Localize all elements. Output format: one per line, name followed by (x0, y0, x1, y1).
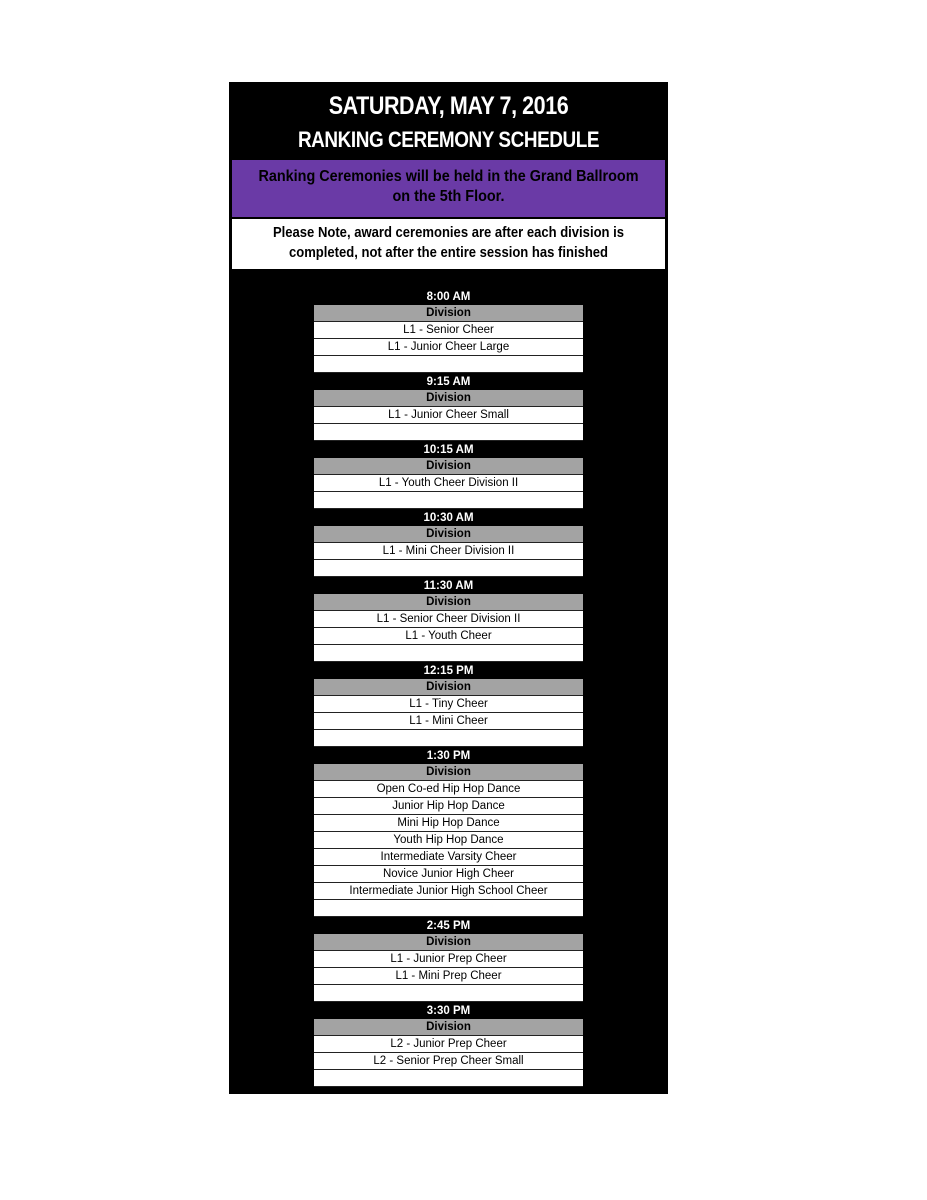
award-note (232, 219, 665, 269)
division-column-header: Division (314, 934, 583, 951)
division-row: L1 - Mini Cheer Division II (314, 543, 583, 560)
session-block (314, 1003, 583, 1087)
division-row: L2 - Senior Prep Cheer Small (314, 1053, 583, 1070)
division-row (314, 560, 583, 577)
division-row (314, 424, 583, 441)
division-row (314, 1070, 583, 1087)
session-block (314, 374, 583, 441)
session-block (314, 578, 583, 662)
division-row: L1 - Junior Prep Cheer (314, 951, 583, 968)
division-row (314, 985, 583, 1002)
page-subtitle: RANKING CEREMONY SCHEDULE (297, 127, 600, 152)
session-time: 2:45 PM (426, 920, 471, 932)
division-column-header: Division (314, 526, 583, 543)
session-block (314, 289, 583, 373)
session-time: 10:15 AM (423, 444, 474, 456)
division-column-header: Division (314, 1019, 583, 1036)
division-column-header: Division (314, 594, 583, 611)
session-time: 9:15 AM (426, 376, 471, 388)
division-row: L1 - Tiny Cheer (314, 696, 583, 713)
division-row (314, 730, 583, 747)
division-column-header: Division (314, 390, 583, 407)
division-row: L1 - Junior Cheer Large (314, 339, 583, 356)
division-row: L1 - Senior Cheer Division II (314, 611, 583, 628)
division-column-header: Division (314, 305, 583, 322)
division-row: Intermediate Junior High School Cheer (314, 883, 583, 900)
division-row: L1 - Senior Cheer (314, 322, 583, 339)
division-row: L1 - Youth Cheer Division II (314, 475, 583, 492)
session-block (314, 442, 583, 509)
session-block (314, 663, 583, 747)
schedule-sheet (229, 82, 668, 1094)
session-time: 1:30 PM (426, 750, 471, 762)
page-title: SATURDAY, MAY 7, 2016 (328, 92, 569, 120)
award-note-line-2: completed, not after the entire session has finished (288, 245, 609, 261)
session-block (314, 748, 583, 917)
division-row: L1 - Mini Prep Cheer (314, 968, 583, 985)
division-row: Youth Hip Hop Dance (314, 832, 583, 849)
division-row: Open Co-ed Hip Hop Dance (314, 781, 583, 798)
division-row: L1 - Junior Cheer Small (314, 407, 583, 424)
division-row (314, 900, 583, 917)
location-line-2: on the 5th Floor. (392, 188, 505, 205)
division-column-header: Division (314, 458, 583, 475)
division-row: Intermediate Varsity Cheer (314, 849, 583, 866)
session-block (314, 918, 583, 1002)
division-row: L1 - Mini Cheer (314, 713, 583, 730)
award-note-line-1: Please Note, award ceremonies are after each division is (272, 225, 625, 241)
division-column-header: Division (314, 679, 583, 696)
session-time: 3:30 PM (426, 1005, 471, 1017)
session-time: 11:30 AM (423, 580, 474, 592)
session-block (314, 510, 583, 577)
division-row (314, 356, 583, 373)
session-time: 8:00 AM (426, 291, 471, 303)
division-row (314, 645, 583, 662)
location-line-1: Ranking Ceremonies will be held in the Grand Ballroom (258, 168, 639, 185)
location-banner (232, 160, 665, 217)
session-time: 10:30 AM (423, 512, 474, 524)
division-row (314, 492, 583, 509)
division-row: Junior Hip Hop Dance (314, 798, 583, 815)
division-row: Novice Junior High Cheer (314, 866, 583, 883)
division-column-header: Division (314, 764, 583, 781)
session-time: 12:15 PM (423, 665, 474, 677)
division-row: L2 - Junior Prep Cheer (314, 1036, 583, 1053)
division-row: Mini Hip Hop Dance (314, 815, 583, 832)
division-row: L1 - Youth Cheer (314, 628, 583, 645)
